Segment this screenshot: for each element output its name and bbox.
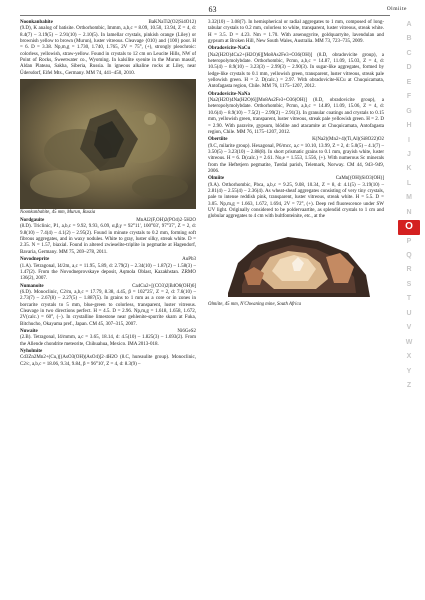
mineral-photo-image: [20, 79, 196, 209]
page-number: 63: [208, 5, 217, 14]
entry-text: (9.D), K analog of batisite. Orthorhombic, Immm, a,b,c = 8.09, 10.50, 13.94, Z = 4, d: 8.4(7) – 3.19(5) – 2.91(10) – 2.10(5). In lamellar crystals, pinkish orange (Liley) or brownish yellow to brown (Murun), luster vitreous. Cleavage {010} and {100} poor. H = 6. D = 3.38. Np,m,g = 1.730, 1.740, 1.765, 2V = 75°, (+), strongly pleochroic: colorless, yellowish, straw-yellow. Found in crystals to 12 cm on Leucite Hills, NW of Point of Rocks, Sweetwater co., Wyoming. In kalsilite syenite in the Murun massif, Aldan Plateau, Sakha, Siberia, Russia. In igneous alkaline rocks at Liley, near Üdersdorf, Eifel Mts., Germany. MM 74, 441–450, 2010.: [20, 26, 196, 76]
alphabet-tab-g[interactable]: G: [406, 107, 412, 115]
mineral-formula: K(Na2)(Mn2+4)(Ti,Al)(Si8O22)O2: [312, 137, 384, 143]
photo-caption: Olmiite, 45 mm, N'Chwaning mine, South Africa: [208, 301, 302, 307]
header-rule: [20, 15, 390, 16]
alphabet-tab-t[interactable]: T: [406, 295, 412, 303]
alphabet-tab-m[interactable]: M: [406, 194, 412, 202]
alphabet-tab-j[interactable]: J: [407, 150, 411, 158]
entry-olmiite: [208, 176, 384, 220]
entry-novodneprite: [20, 257, 196, 282]
alphabet-tab-n[interactable]: N: [406, 208, 412, 216]
right-column: [208, 20, 384, 310]
alphabet-tab-k[interactable]: K: [406, 165, 412, 173]
continued-text: 3.32(10) – 3.08(7). In hemispherical or radial aggregates to 1 mm, composed of long-tabular crystals to 0.2 mm, colorless to white, transparent, luster vitreous, streak white. H = 3.5. D = 4.23. Nm = 1.70. With arsenogyrite, goldquarryite, lavendulan and gypsum at Broken Hill, New South Wales, Australia. MM 73, 723–735, 2009.: [208, 20, 384, 45]
entry-text: (6.D). Monoclinic, C2/m, a,b,c = 17.79, 8.38, 4.45, β = 102°25', Z = 2, d: 7.6(10) – 2.73(7) – 2.67(8) – 2.27(5) – 1.887(5). In grains to 1 mm as a core or in zones in borcarite crystals to 5 mm, blue-green to colorless, transparent, luster vitreous. Cleavage in two directions perfect. H = 4.5. D = 2.96. Np,m,g = 1.618, 1.658, 1.672, 2V(calc.) = 60°, (−). In crystalline limestone near gehlenite-spurrite skarn at Fuka, Bitchucho, Okayama pref., Japan. CM 45, 307–315, 2007.: [20, 289, 196, 327]
entry-nuwaite: [20, 329, 196, 348]
mineral-formula: CaMn[(OH)|SiO3(OH)]: [335, 176, 384, 182]
noonkanbahite-photo: [20, 79, 196, 209]
mineral-name: Nordgauite: [20, 218, 45, 224]
alphabet-tab-d[interactable]: D: [406, 64, 412, 72]
mineral-formula: MnAl2(F,OH)2(PO4)2·5H2O: [136, 218, 196, 224]
entry-text: (1.A). Tetragonal, I4/2m, a,c = 11.95, 5.89, d: 2.79(2) – 2.34(10) – 1.87(2) – 1.58(3) – 1.47(2). From the Novodneprovskaye deposit, Aqmola Oblast, Kazakhstan. ZRMO 136(2), 2007.: [20, 263, 196, 282]
alphabet-tab-s[interactable]: S: [406, 280, 412, 288]
alphabet-tab-w[interactable]: W: [405, 338, 413, 346]
entry-numanoite: [20, 284, 196, 328]
entry-noonkanbahite: [20, 20, 196, 77]
alphabet-tab-h[interactable]: H: [406, 122, 412, 130]
mineral-name: Olmiite: [208, 176, 225, 182]
mineral-name: Novodneprite: [20, 257, 50, 263]
alphabet-tab-p[interactable]: P: [406, 237, 412, 245]
entry-obradovicite-nacu: [208, 46, 384, 90]
left-column: [20, 20, 196, 369]
mineral-name: Numanoite: [20, 283, 44, 289]
mineral-photo-image: [208, 223, 384, 301]
alphabet-tab-a[interactable]: A: [406, 21, 412, 28]
mineral-formula: AuPb3: [182, 257, 196, 263]
alphabet-tab-z[interactable]: Z: [406, 381, 412, 389]
entry-text: Cd3Zn2Mn2+(Cu,)[(AsO3(OH)(AsO4)]2·4H2O (8.C, hureaulite group). Monoclinic, C2/c, a,b,c = 18.06, 9.34, 9.84, β = 96°10', Z = 4, d: 8.3(9) –: [20, 355, 196, 367]
entry-text: (8.D). Triclinic, P1, a,b,c = 9.92, 9.93, 6.09, α,β,γ = 92°11', 100°03', 97°37', Z = 2, d: 9.8(10) – 7.4(4) – 4.1(2) – 2.95(2). Found in minute crystals to 0.2 mm, forming soft fibrous aggregates, and in waxy nodules. White to gray, luster silky, streak white. D = 2.35. N = 1.57, biaxial. Found in altered zwieselite-triplite in pegmatite at Hagendorf, Bavaria, Germany. MM 75, 269–278, 2011.: [20, 224, 196, 255]
alphabet-tab-u[interactable]: U: [406, 309, 412, 317]
entry-nyholmite: [20, 349, 196, 368]
mineral-formula: BaKNaTi2(O2|Si4O12): [148, 20, 196, 25]
alphabet-tab-q[interactable]: Q: [406, 252, 412, 259]
mineral-formula: Ca4Cu2+[(CO3)2|B4O6(OH)6]: [132, 283, 196, 289]
entry-text: [Na2(H2O)4Na(H2O)6][Mo8As2Fe3+O36(OH)] (8.D, obradovicite group), a heteropolymolybdate. Orthorhombic, Pcmn, a,b,c = 14.89, 11.09, 15.06, Z = 4, d: 10.6(4) – 8.9(10) – 7.5(2) – 2.99(2) – 2.91(3). In granular coatings and crystals to 0.15 mm, yellowish green, transparent, luster vitreous, streak pale yellowish green. H = 2. D = 2.90. With paravite, gypsum, blödite and atacamite at Chuquicamata, Antofagasta region, Chile. MM 76, 1175–1207, 2012.: [208, 98, 384, 135]
mineral-name: Obradovicite-NaCu: [208, 46, 251, 52]
mineral-name: Nuwaite: [20, 328, 38, 334]
entry-nordgauite: [20, 218, 196, 256]
entry-text: (9.C, milarite group). Hexagonal, P6/mcc, a,c = 10.10, 13.99, Z = 2, d: 5.0(5) – 4.1(7) – 3.50(5) – 3.23(10) – 2.88(8). In short prismatic grains to 0.1 mm, grayish white, luster vitreous. H = 6. D(calc.) = 2.61. No,e = 1.553, 1.556, (+). With numerous Sc minerals from the Heftetjern pegmatite, Tørdal parish, Telemark, Norway. CM 44, 943–949, 2006.: [208, 143, 384, 174]
entry-obradovicite-nana: [208, 92, 384, 136]
mineral-name: Obradovicite-NaNa: [208, 91, 250, 97]
mineral-formula: Ni6GeS2: [177, 328, 196, 334]
mineral-name: Nyholmite: [20, 348, 43, 354]
photo-caption: Noonkanbahite, 45 mm, Murun, Russia: [20, 210, 96, 216]
alphabet-tab-i[interactable]: I: [408, 136, 410, 144]
mineral-name: Noonkanbahite: [20, 20, 53, 25]
entry-text: (2.B). Tetragonal, I4/mmm, a,c = 3.65, 18.14, d: 4.5(10) – 1.825(3) – 1.693(2). From the Allende chondrite meteorite, Chihuahua, Mexico. IMA 2013-018.: [20, 335, 196, 347]
alphabet-tab-b[interactable]: B: [406, 35, 412, 43]
entry-obertiite: [208, 137, 384, 175]
alphabet-tab-o[interactable]: O: [398, 220, 420, 234]
olmiite-photo: [208, 223, 384, 301]
alphabet-tab-x[interactable]: X: [406, 353, 412, 361]
alphabet-tab-e[interactable]: E: [406, 78, 412, 86]
alphabet-tab-y[interactable]: Y: [406, 367, 412, 375]
alphabet-tab-v[interactable]: V: [406, 324, 412, 332]
mineral-name: Obertiite: [208, 137, 228, 143]
alphabet-tab-c[interactable]: C: [406, 49, 412, 57]
alphabet-tabs: [398, 18, 420, 393]
alphabet-tab-l[interactable]: L: [406, 179, 412, 187]
entry-text: [Na2(H2O)4Cu2+(H2O)6][Mo8As2Fe3+O36(OH)] (8.D, obradovicite group), a heteropolymolybdate. Orthorhombic, Pcmn, a,b,c = 14.87, 11.09, 15.03, Z = 4, d: 10.5(4) – 8.9(10) – 3.23(3) – 2.99(3) – 2.90(3). In sugar-like aggregates, formed by ledge-like crystals to 0.1 mm, yellowish green, transparent, luster vitreous, streak pale yellowish green. H = 2. D(calc.) = 2.97. With obradovicite-KCu at Chuquicamata, Antofagasta region, Chile. MM 76, 1175–1207, 2012.: [208, 52, 384, 90]
running-head: Olmiite: [386, 6, 407, 12]
entry-text: (9.A). Orthorhombic, Pbca, a,b,c = 9.25, 9.08, 10.34, Z = 8, d: 4.1(5) – 3.19(10) – 2.81(4) – 2.55(4) – 2.36(4). As wheat-sheaf aggregates consisting of very tiny crystals, pale to intense reddish pink, transparent, luster vitreous, streak white. H = 5.5. D = 3.05. Np,m,g = 1.663, 1.672, 1.694, 2V = 72°, (+). Deep red fluorescence under SW UV light. Originally considered to be poldervaartite, as splendid crystals to 1 cm and globular aggregates to 4 cm with bultfonteinite, etc., at the: [208, 182, 384, 220]
alphabet-tab-r[interactable]: R: [406, 266, 412, 274]
alphabet-tab-f[interactable]: F: [406, 93, 412, 101]
